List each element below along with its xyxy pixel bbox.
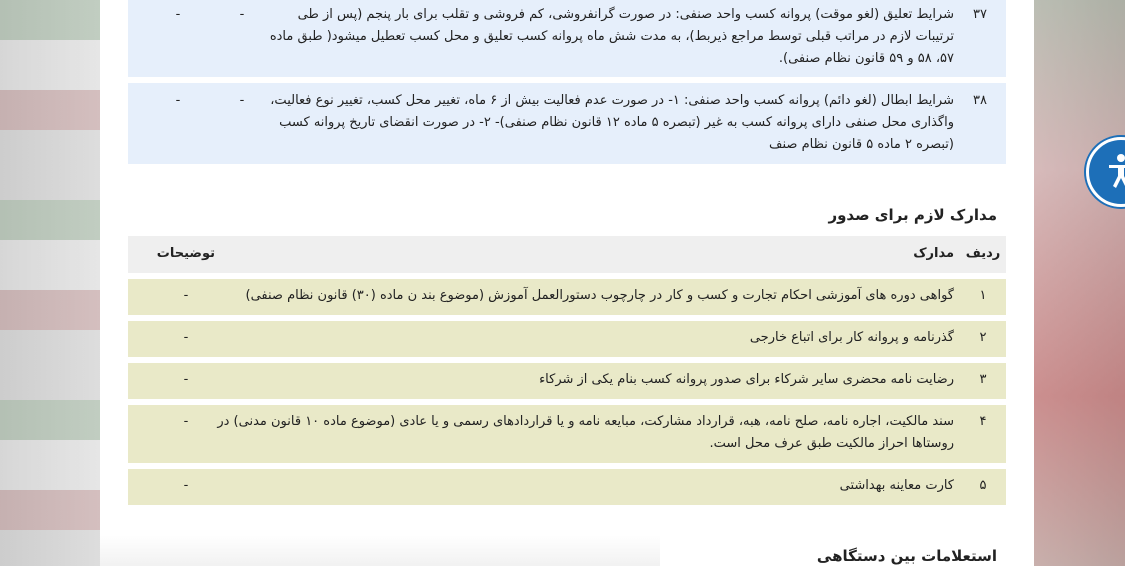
accessibility-icon xyxy=(1101,152,1125,192)
table-row xyxy=(128,279,1006,315)
row-value: - xyxy=(239,7,245,22)
row-number: ۲ xyxy=(979,330,987,345)
row-value: - xyxy=(239,93,245,108)
row-document: گذرنامه و پروانه کار برای اتباع خارجی xyxy=(749,330,954,345)
row-notes: - xyxy=(183,330,189,345)
row-number: ۵ xyxy=(979,478,987,493)
table-row xyxy=(128,0,1006,77)
bottom-shadow xyxy=(100,535,660,566)
row-document: سند مالکیت، اجاره نامه، صلح نامه، هبه، قرارداد مشارکت، مبایعه نامه و یا قراردادهای رسمی و یا عادی (موضوع ماده ۱۰ قانون مدنی) در روستاها احراز مالکیت طبق عرف محل است. xyxy=(217,414,954,451)
table-row xyxy=(128,83,1006,164)
table-header xyxy=(128,236,1006,273)
table-row xyxy=(128,321,1006,357)
row-number: ۳۷ xyxy=(973,7,987,22)
row-number: ۳۸ xyxy=(973,93,987,108)
section-title-inquiries: استعلامات بین دستگاهی xyxy=(816,547,997,565)
header-documents: مدارک xyxy=(913,246,954,261)
section-title-documents: مدارک لازم برای صدور xyxy=(828,206,997,224)
background-left xyxy=(0,0,100,566)
table-row xyxy=(128,363,1006,399)
row-number: ۱ xyxy=(979,288,987,303)
row-number: ۳ xyxy=(979,372,987,387)
row-notes: - xyxy=(183,414,189,429)
row-document: کارت معاینه بهداشتی xyxy=(839,478,954,493)
row-notes: - xyxy=(183,288,189,303)
header-row-number: ردیف xyxy=(965,246,1001,261)
row-value: - xyxy=(175,7,181,22)
header-notes: توضیحات xyxy=(156,246,215,261)
row-text: شرایط ابطال (لغو دائم) پروانه کسب واحد صنفی: ۱- در صورت عدم فعالیت بیش از ۶ ماه، تغییر محل کسب، تغییر نوع فعالیت، واگذاری محل صنفی دارای پروانه کسب به غیر (تبصره ۵ ماده ۱۲ قانون نظام صنفی)- ۲- در صورت انقضای تاریخ پروانه کسب (تبصره ۲ ماده ۵ قانون نظام صنف xyxy=(270,93,954,152)
row-notes: - xyxy=(183,478,189,493)
row-text: شرایط تعلیق (لغو موقت) پروانه کسب واحد صنفی: در صورت گرانفروشی، کم فروشی و تقلب برای بار پنجم (پس از طی ترتیبات لازم در مراتب قبلی توسط مراجع ذیربط)، به مدت شش ماه پروانه کسب تعلیق و محل کسب تعطیل میشود( طبق ماده ۵۷، ۵۸ و ۵۹ قانون نظام صنفی). xyxy=(269,7,954,66)
row-document: رضایت نامه محضری سایر شرکاء برای صدور پروانه کسب بنام یکی از شرکاء xyxy=(539,372,954,387)
row-value: - xyxy=(175,93,181,108)
row-document: گواهی دوره های آموزشی احکام تجارت و کسب و کار در چارچوب دستورالعمل آموزش (موضوع بند ن ماده (۳۰) قانون نظام صنفی) xyxy=(245,288,954,303)
table-row xyxy=(128,405,1006,463)
row-notes: - xyxy=(183,372,189,387)
table-row xyxy=(128,469,1006,505)
row-number: ۴ xyxy=(979,414,987,429)
background-right xyxy=(1033,0,1125,566)
